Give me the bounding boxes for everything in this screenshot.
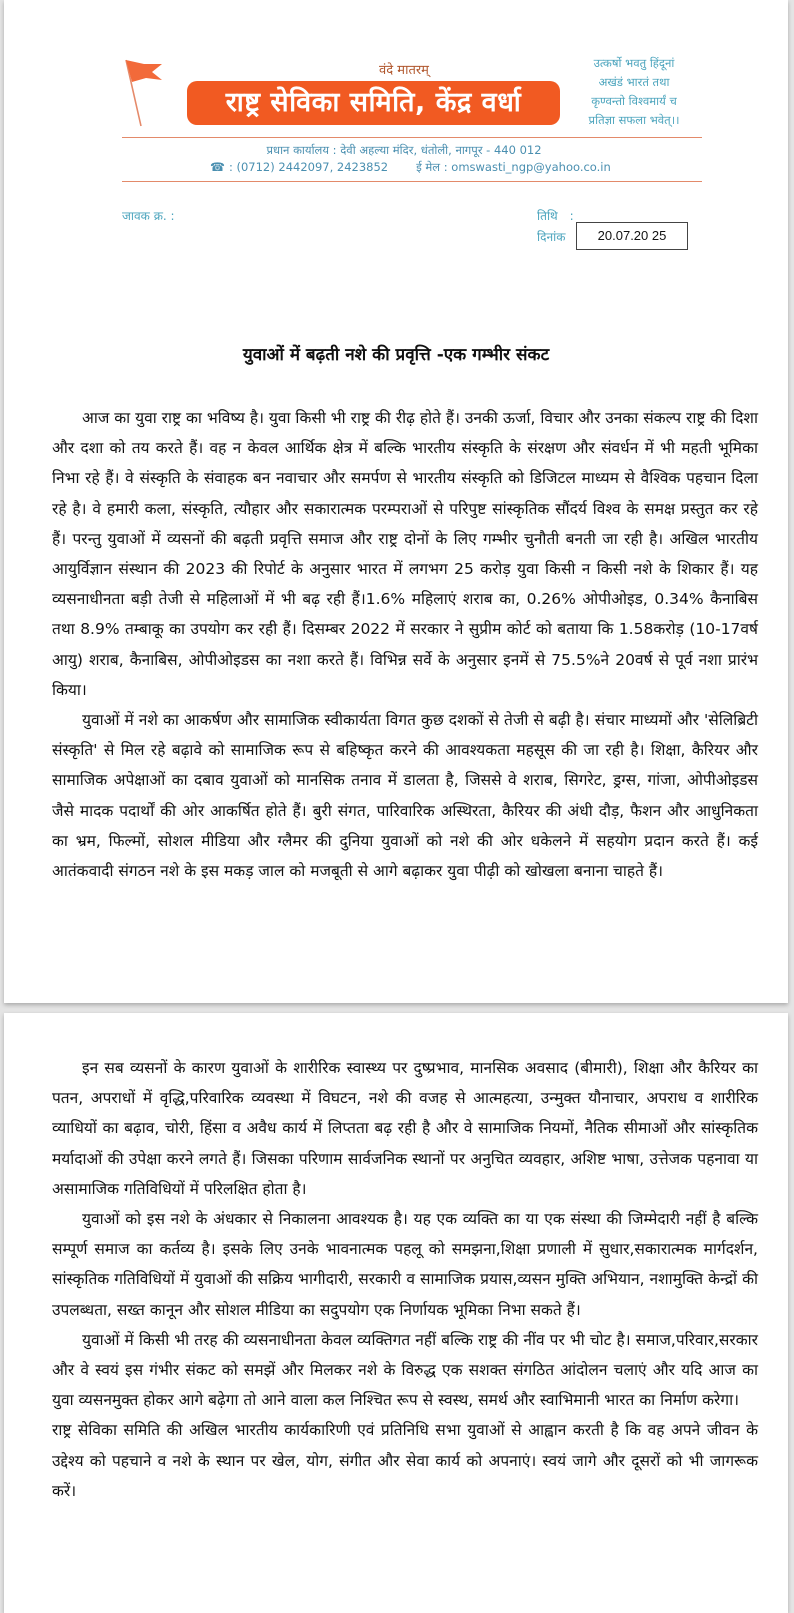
paragraph: इन सब व्यसनों के कारण युवाओं के शारीरिक स्वास्थ्य पर दुष्प्रभाव, मानसिक अवसाद (बीमारी), शिक्षा और कैरियर का पतन, अपराधों में वृद्धि,परिवारिक व्यवस्था में विघटन, नशे की वजह से आत्महत्या, उन्मुक्त यौनाचार, अपराध व शारीरिक व्याधियों का बढ़ाव, चोरी, हिंसा व अवैध कार्य में लिप्तता बढ़ रही है और वे सामाजिक नियमों, नैतिक सीमाओं और सांस्कृतिक मर्यादाओं की उपेक्षा करने लगते हैं। जिसका परिणाम सार्वजनिक स्थानों पर अनुचित व्यवहार, अशिष्ट भाषा, उत्तेजक पहनावा या असामाजिक गतिविधियों में परिलक्षित होता है। [52, 1059, 758, 1198]
sanskrit-line: प्रतिज्ञा सफला भवेत्।। [588, 113, 680, 127]
tithi-label-text: तिथि [537, 209, 558, 223]
tithi-separator: : [569, 209, 574, 223]
telephone-icon: ☎ [210, 160, 225, 174]
paragraph: युवाओं में नशे का आकर्षण और सामाजिक स्वीकार्यता विगत कुछ दशकों से तेजी से बढ़ी है। संचार माध्यमों और 'सेलिब्रिटी संस्कृति' से मिल रहे बढ़ावे को सामाजिक रूप से बहिष्कृत करने की आवश्यकता महसूस की जा रही है। शिक्षा, कैरियर और सामाजिक अपेक्षाओं का दबाव युवाओं को मानसिक तनाव में डालता है, जिससे वे शराब, सिगरेट, ड्रग्स, गांजा, ओपीओइडस जैसे मादक पदार्थों की ओर आकर्षित होते हैं। बुरी संगत, पारिवारिक अस्थिरता, कैरियर की अंधी दौड़, फैशन और आधुनिकता का भ्रम, फिल्मों, सोशल मीडिया और ग्लैमर की दुनिया युवाओं को नशे की ओर धकेलने में सहयोग प्रदान करते हैं। कई आतंकवादी संगठन नशे के इस मकड़ जाल को मजबूती से आगे बढ़ाकर युवा पीढ़ी को खोखला बनाना चाहते हैं। [52, 711, 758, 881]
page1-body [52, 403, 758, 886]
letterhead-divider-top [122, 137, 702, 138]
organization-name-banner: राष्ट्र सेविका समिति, केंद्र वर्धा [187, 81, 560, 125]
phone-numbers: : (0712) 2442097, 2423852 [228, 160, 389, 174]
letterhead-divider-bottom [122, 181, 702, 182]
saffron-flag-icon [122, 58, 172, 128]
tithi-label [537, 207, 574, 224]
date-label: दिनांक [537, 230, 566, 244]
paragraph: युवाओं में किसी भी तरह की व्यसनाधीनता केवल व्यक्तिगत नहीं बल्कि राष्ट्र की नींव पर भी चोट है। समाज,परिवार,सरकार और वे स्वयं इस गंभीर संकट को समझें और मिलकर नशे के विरुद्ध एक सशक्त संगठित आंदोलन चलाएं और यदि आज का युवा व्यसनमुक्त होकर आगे बढ़ेगा तो आने वाला कल निश्चित रूप से स्वस्थ, समर्थ और स्वाभिमानी भारत का निर्माण करेगा। [52, 1330, 758, 1410]
motto-vande-mataram: वंदे मातरम् [379, 63, 429, 78]
date-value-box: 20.07.20 25 [576, 222, 688, 250]
page2-body [52, 1053, 758, 1506]
sanskrit-line: अखंडं भारतं तथा [598, 75, 670, 89]
document-page-2 [4, 1013, 788, 1613]
contact-line [210, 160, 710, 175]
email-address[interactable]: ई मेल : omswasti_ngp@yahoo.co.in [416, 160, 611, 174]
sanskrit-line: कृण्वन्तो विश्वमार्यं च [591, 94, 677, 108]
paragraph: आज का युवा राष्ट्र का भविष्य है। युवा किसी भी राष्ट्र की रीढ़ होते हैं। उनकी ऊर्जा, विचार और उनका संकल्प राष्ट्र की दिशा और दशा को तय करते हैं। वह न केवल आर्थिक क्षेत्र में बल्कि भारतीय संस्कृति के संरक्षण और संवर्धन में भी महती भूमिका निभा रहे हैं। वे संस्कृति के संवाहक बन नवाचार और समर्पण से भारतीय संस्कृति को डिजिटल माध्यम से वैश्विक पहचान दिला रहे है। वे हमारी कला, संस्कृति, त्यौहार और सकारात्मक परम्पराओं से परिपुष्ट सांस्कृतिक सौंदर्य विश्व के समक्ष प्रस्तुत कर रहे हैं। परन्तु युवाओं में व्यसनों की बढ़ती प्रवृत्ति समाज और राष्ट्र दोनों के लिए गम्भीर चुनौती बनती जा रही है। अखिल भारतीय आयुर्विज्ञान संस्थान की 2023 की रिपोर्ट के अनुसार भारत में लगभग 25 करोड़ युवा किसी न किसी नशे के शिकार हैं। यह व्यसनाधीनता बड़ी तेजी से महिलाओं में भी बढ़ रही हैं।1.6% महिलाएं शराब का, 0.26% ओपीओइड, 0.34% कैनाबिस तथा 8.9% तम्बाकू का उपयोग कर रही हैं। दिसम्बर 2022 में सरकार ने सुप्रीम कोर्ट को बताया कि 1.58करोड़ (10-17वर्ष आयु) शराब, कैनाबिस, ओपीओइडस का नशा करते हैं। विभिन्न सर्वे के अनुसार इनमें से 75.5%ने 20वर्ष से पूर्व नशा प्रारंभ किया। [52, 409, 758, 699]
reference-number-label: जावक क्र. : [122, 209, 175, 223]
document-title: युवाओं में बढ़ती नशे की प्रवृत्ति -एक गम्भीर संकट [242, 345, 550, 365]
sanskrit-prayer [564, 54, 704, 130]
sanskrit-line: उत्कर्षो भवतु हिंदूनां [593, 56, 675, 70]
paragraph-appeal: राष्ट्र सेविका समिति की अखिल भारतीय कार्यकारिणी एवं प्रतिनिधि सभा युवाओं से आह्वान करती है कि वह अपने जीवन के उद्देश्य को पहचाने व नशे के स्थान पर खेल, योग, संगीत और सेवा कार्य को अपनाएं। स्वयं जागे और दूसरों को भी जागरूक करें। [52, 1421, 758, 1500]
paragraph: युवाओं को इस नशे के अंधकार से निकालना आवश्यक है। यह एक व्यक्ति का या एक संस्था की जिम्मेदारी नहीं है बल्कि सम्पूर्ण समाज का कर्तव्य है। इसके लिए उनके भावनात्मक पहलू को समझना,शिक्षा प्रणाली में सुधार,सकारात्मक मार्गदर्शन, सांस्कृतिक गतिविधियों में युवाओं की सक्रिय भागीदारी, सरकारी व सामाजिक प्रयास,व्यसन मुक्ति अभियान, नशामुक्ति केन्द्रों की उपलब्धता, सख्त कानून और सोशल मीडिया का सदुपयोग एक निर्णायक भूमिका निभा सकते हैं। [52, 1210, 758, 1319]
office-address: प्रधान कार्यालय : देवी अहल्या मंदिर, धंतोली, नागपूर - 440 012 [266, 143, 542, 157]
document-page-1 [4, 0, 788, 1003]
